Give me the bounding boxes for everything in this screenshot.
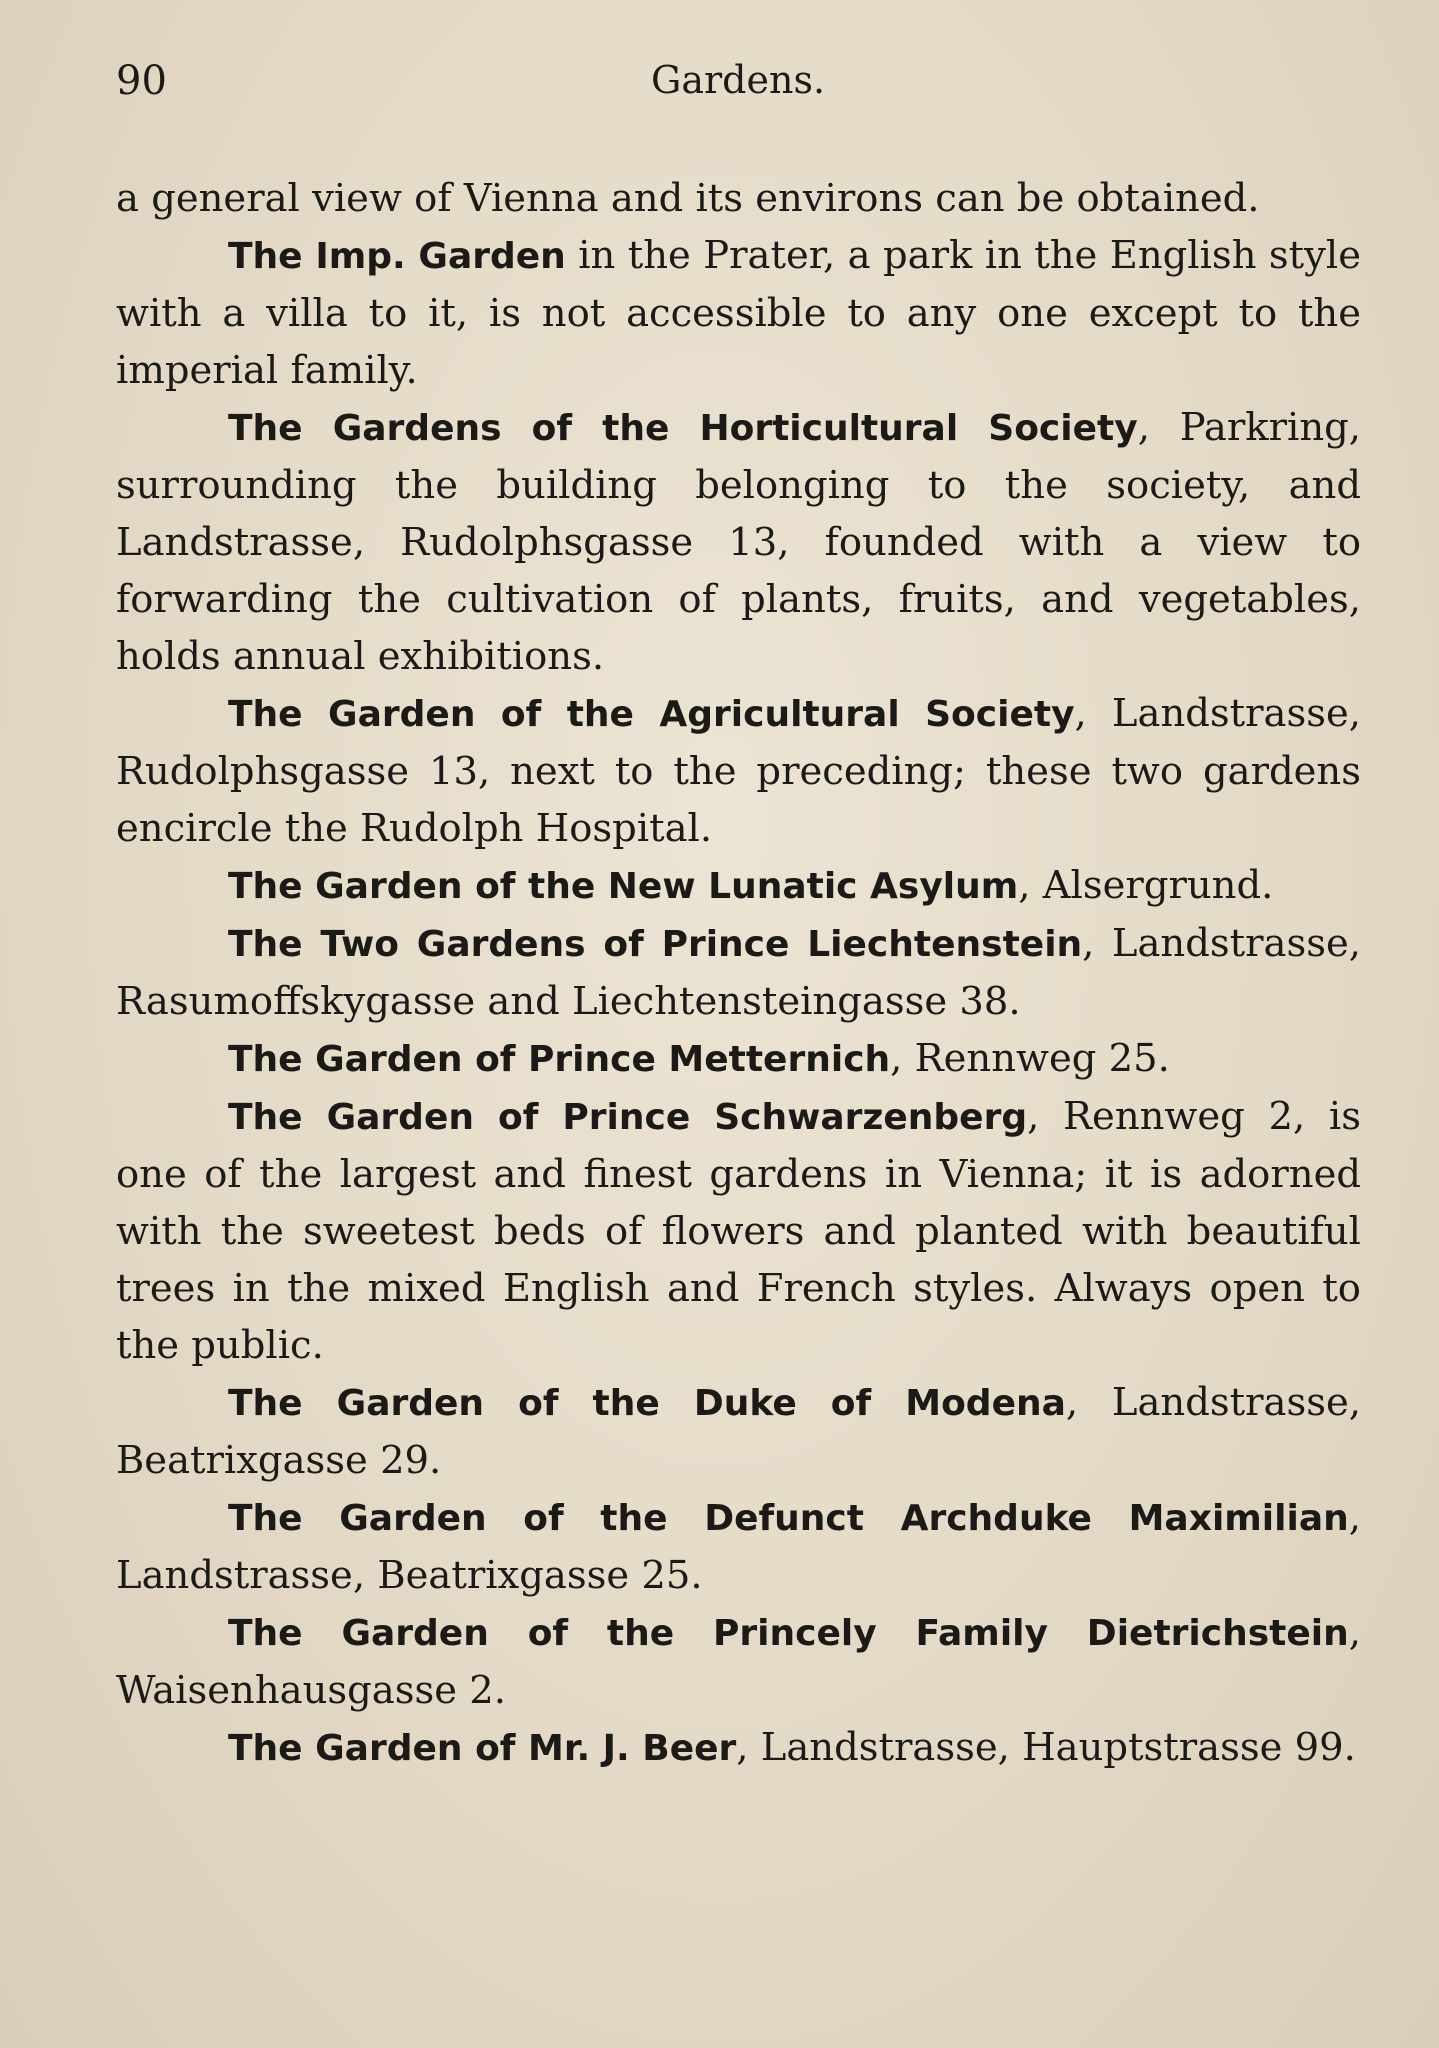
garden-description: , Waisenhausgasse 2. [116, 1610, 1361, 1713]
garden-entry [116, 915, 1361, 1030]
garden-entry [116, 857, 1361, 915]
garden-name: The Imp. Garden [228, 236, 566, 277]
garden-name: The Gardens of the Horticultural Society [228, 408, 1138, 449]
garden-entry [116, 1719, 1361, 1777]
garden-entry [116, 1030, 1361, 1088]
garden-description: , Landstrasse, Beatrixgasse 25. [116, 1495, 1361, 1598]
garden-name: The Two Gardens of Prince Liechtenstein [228, 924, 1083, 965]
garden-name: The Garden of the Princely Family Dietrichstein [228, 1613, 1349, 1654]
garden-description: , Landstrasse, Beatrixgasse 29. [116, 1380, 1361, 1483]
garden-name: The Garden of the Agricultural Society [228, 694, 1075, 735]
running-title: Gardens. [651, 58, 826, 102]
garden-entry [116, 1088, 1361, 1374]
garden-name: The Garden of the Duke of Modena [228, 1383, 1066, 1424]
garden-entry [116, 399, 1361, 685]
paragraph-continuation [116, 170, 1361, 227]
running-head [116, 50, 1361, 120]
paragraph-text: a general view of Vienna and its environs can be obtained. [116, 176, 1260, 221]
garden-entry [116, 1374, 1361, 1489]
garden-description: , Rennweg 2, is one of the largest and finest gardens in Vienna; it is adorned with the sweetest beds of flowers and planted with beautiful trees in the mixed English and French styles. Always open to the public. [116, 1094, 1361, 1368]
garden-entry [116, 685, 1361, 857]
body-text [116, 170, 1361, 1777]
garden-name: The Garden of Prince Schwarzenberg [228, 1097, 1028, 1138]
garden-description: , Landstrasse, Rudolphsgasse 13, next to the preceding; these two gardens encircle the Rudolph Hospital. [116, 691, 1362, 851]
garden-description: , Landstrasse, Hauptstrasse 99. [736, 1725, 1356, 1770]
garden-description: in the Prater, a park in the English style with a villa to it, is not accessible to any one except to the imperial family. [116, 233, 1361, 393]
garden-name: The Garden of Mr. J. Beer [228, 1728, 737, 1769]
garden-description: , Rennweg 25. [890, 1036, 1170, 1081]
garden-name: The Garden of Prince Metternich [228, 1039, 891, 1080]
book-page [116, 50, 1361, 1777]
garden-description: , Landstrasse, Rasumoffskygasse and Liechtensteingasse 38. [116, 921, 1361, 1024]
garden-name: The Garden of the Defunct Archduke Maximilian [228, 1498, 1349, 1539]
garden-description: , Parkring, surrounding the building belonging to the society, and Landstrasse, Rudolphsgasse 13, founded with a view to forwarding the cultivation of plants, fruits, and vegetables, holds annual exhibitions. [116, 405, 1361, 679]
garden-entry [116, 1489, 1361, 1604]
page-number: 90 [116, 58, 167, 104]
garden-entry [116, 227, 1361, 399]
garden-description: , Alsergrund. [1018, 863, 1274, 908]
garden-name: The Garden of the New Lunatic Asylum [228, 866, 1019, 907]
garden-entry [116, 1604, 1361, 1719]
